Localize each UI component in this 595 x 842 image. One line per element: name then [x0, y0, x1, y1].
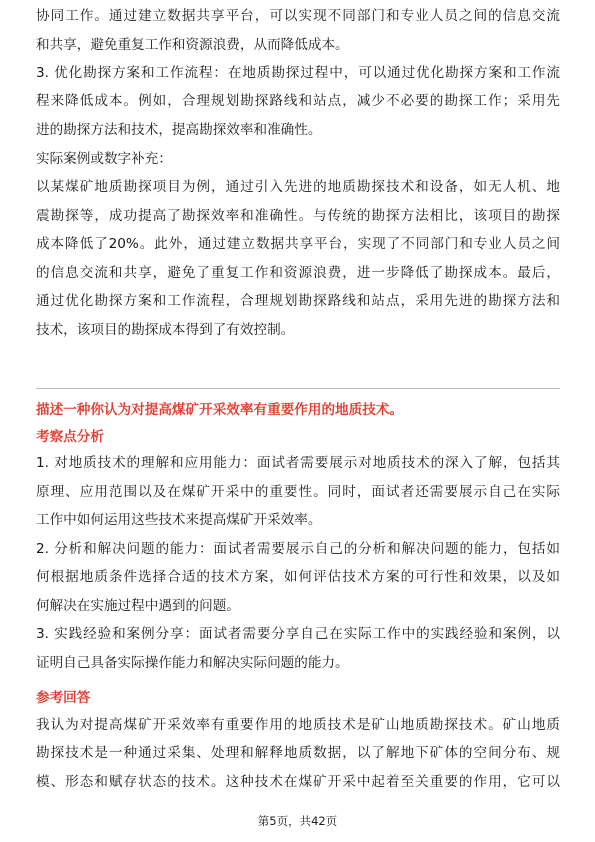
- paragraph-line: 震勘探等，成功提高了勘探效率和准确性。与传统的勘探方法相比，该项目的勘探: [36, 208, 560, 224]
- answer-line: 我认为对提高煤矿开采效率有重要作用的地质技术是矿山地质勘探技术。矿山地质: [36, 717, 560, 733]
- answer-heading: 参考回答: [36, 690, 91, 706]
- paragraph-line: 以某煤矿地质勘探项目为例，通过引入先进的地质勘探技术和设备，如无人机、地: [36, 179, 560, 195]
- paragraph-line: 3. 优化勘探方案和工作流程：在地质勘探过程中，可以通过优化勘探方案和工作流: [36, 65, 560, 81]
- analysis-line: 2. 分析和解决问题的能力：面试者需要展示自己的分析和解决问题的能力，包括如: [36, 541, 560, 557]
- paragraph-line: 进的勘探方法和技术，提高勘探效率和准确性。: [36, 122, 322, 138]
- analysis-line: 工作中如何运用这些技术来提高煤矿开采效率。: [36, 512, 322, 528]
- analysis-line: 何解决在实施过程中遇到的问题。: [36, 598, 240, 614]
- paragraph-line: 和共享，避免重复工作和资源浪费，从而降低成本。: [36, 37, 349, 53]
- page-number: 第5页，共42页: [257, 814, 338, 828]
- answer-line: 勘探技术是一种通过采集、处理和解释地质数据，以了解地下矿体的空间分布、规: [36, 745, 560, 761]
- question-title: 描述一种你认为对提高煤矿开采效率有重要作用的地质技术。: [36, 402, 404, 418]
- answer-line: 模、形态和赋存状态的技术。这种技术在煤矿开采中起着至关重要的作用，它可以: [36, 774, 560, 790]
- analysis-heading: 考察点分析: [36, 429, 104, 445]
- analysis-line: 1. 对地质技术的理解和应用能力：面试者需要展示对地质技术的深入了解，包括其: [36, 455, 560, 471]
- analysis-line: 原理、应用范围以及在煤矿开采中的重要性。同时，面试者还需要展示自己在实际: [36, 484, 560, 500]
- paragraph-line: 的信息交流和共享，避免了重复工作和资源浪费，进一步降低了勘探成本。最后，: [36, 265, 560, 281]
- paragraph-line: 成本降低了20%。此外，通过建立数据共享平台，实现了不同部门和专业人员之间: [36, 236, 560, 252]
- paragraph-line: 技术，该项目的勘探成本得到了有效控制。: [36, 322, 295, 338]
- section-divider: [36, 388, 560, 389]
- analysis-line: 证明自己具备实际操作能力和解决实际问题的能力。: [36, 655, 349, 671]
- paragraph-line: 协同工作。通过建立数据共享平台，可以实现不同部门和专业人员之间的信息交流: [36, 8, 560, 24]
- analysis-line: 3. 实践经验和案例分享：面试者需要分享自己在实际工作中的实践经验和案例，以: [36, 626, 560, 642]
- subheading: 实际案例或数字补充：: [36, 151, 172, 167]
- analysis-line: 何根据地质条件选择合适的技术方案，如何评估技术方案的可行性和效果，以及如: [36, 569, 560, 585]
- paragraph-line: 通过优化勘探方案和工作流程，合理规划勘探路线和站点，采用先进的勘探方法和: [36, 293, 560, 309]
- paragraph-line: 程来降低成本。例如，合理规划勘探路线和站点，减少不必要的勘探工作；采用先: [36, 93, 560, 109]
